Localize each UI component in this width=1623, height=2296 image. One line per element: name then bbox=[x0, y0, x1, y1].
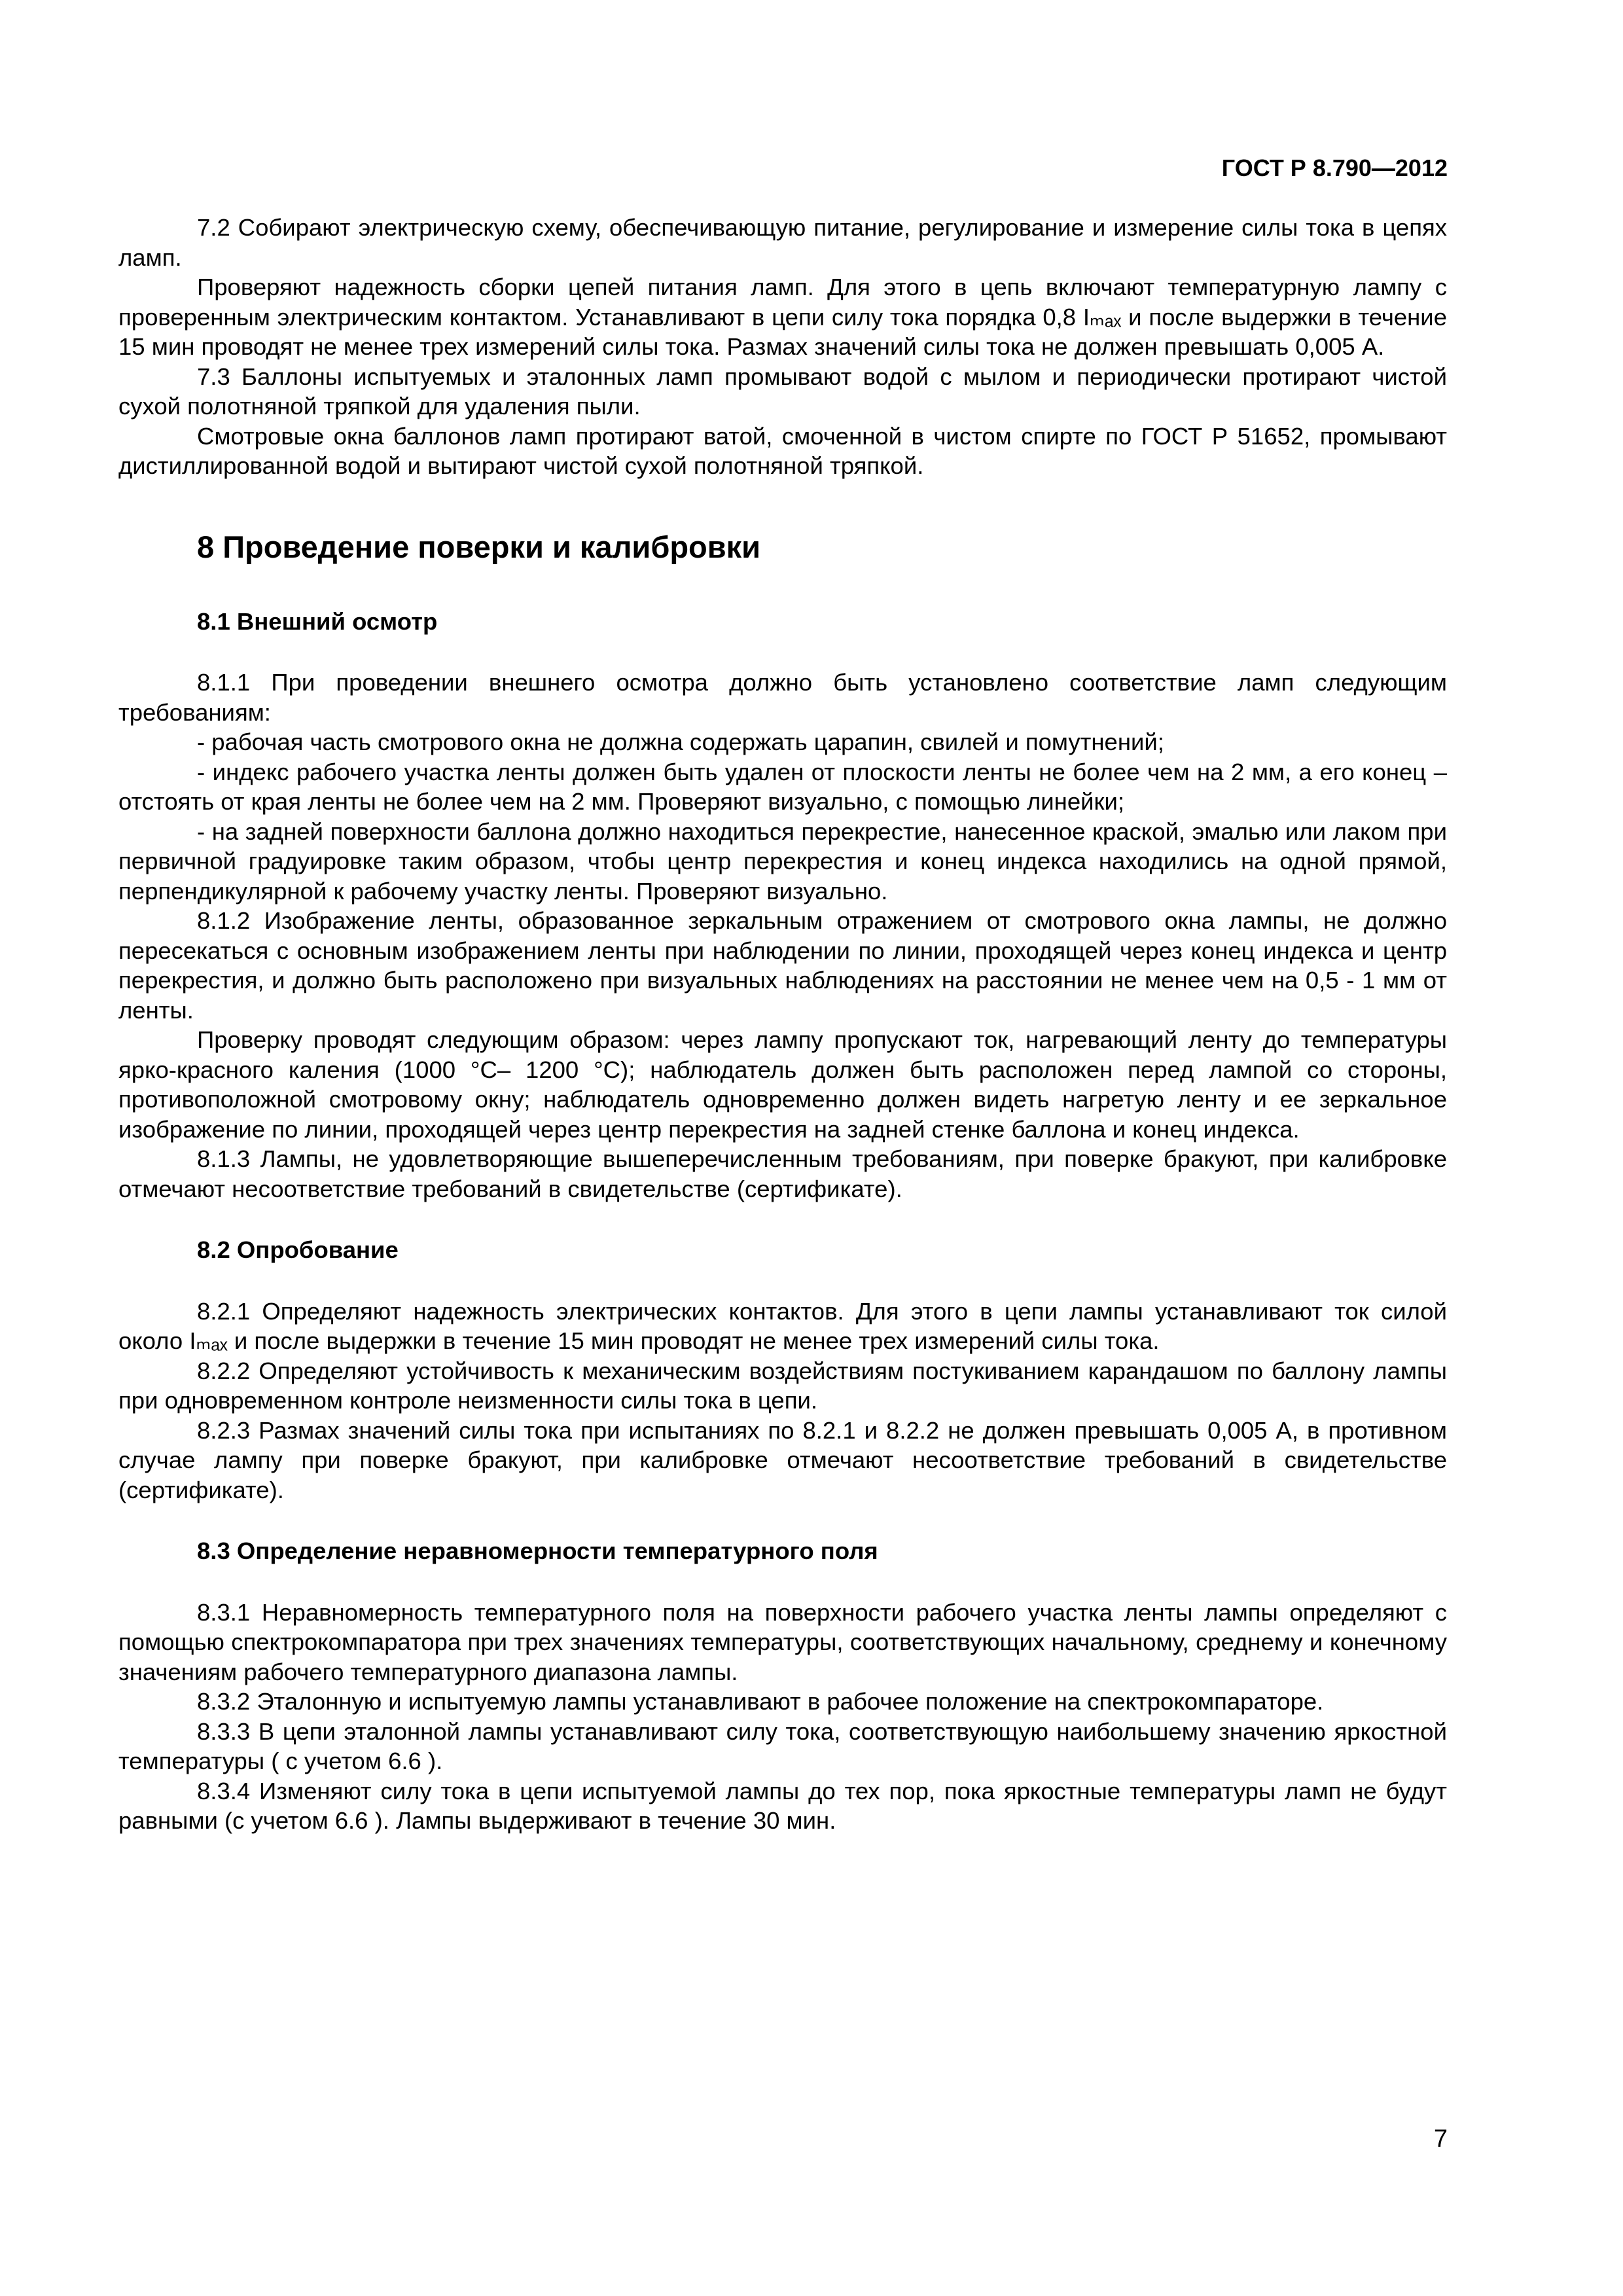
paragraph: 8.2.3 Размах значений силы тока при испытаниях по 8.2.1 и 8.2.2 не должен превышать 0,005 А, в противном случае лампу при поверке бракуют, при калибровке отмечают несоответствие требований в свидетельстве (сертификате). bbox=[118, 1416, 1447, 1503]
document-header: ГОСТ Р 8.790—2012 bbox=[1221, 154, 1448, 181]
paragraph: - индекс рабочего участка ленты должен быть удален от плоскости ленты не более чем на 2 мм, а его конец – отстоять от края ленты не более чем на 2 мм. Проверяют визуально, с помощью линейки; bbox=[118, 758, 1447, 815]
paragraph: 8.1.2 Изображение ленты, образованное зеркальным отражением от смотрового окна лампы, не должно пересекаться с основным изображением ленты при наблюдении по линии, проходящей через конец индекса и центр перекрестия, и должно быть расположено при визуальных наблюдениях на расстоянии не менее чем на 0,5 - 1 мм от ленты. bbox=[118, 907, 1447, 1024]
paragraph: 8.1.3 Лампы, не удовлетворяющие вышеперечисленным требованиям, при поверке бракуют, при калибровке отмечают несоответствие требований в свидетельстве (сертификате). bbox=[118, 1145, 1447, 1202]
paragraph: Смотровые окна баллонов ламп протирают ватой, смоченной в чистом спирте по ГОСТ Р 51652, промывают дистиллированной водой и вытирают чистой сухой полотняной тряпкой. bbox=[118, 422, 1447, 479]
paragraph: Проверяют надежность сборки цепей питания ламп. Для этого в цепь включают температурную лампу с проверенным электрическим контактом. Устанавливают в цепи силу тока порядка 0,8 Iₘₐₓ и после выдержки в течение 15 мин проводят не менее трех измерений силы тока. Размах значений силы тока не должен превышать 0,005 А. bbox=[118, 274, 1447, 360]
document-body bbox=[118, 213, 1447, 1836]
subsection-heading: 8.3 Определение неравномерности температурного поля bbox=[197, 1537, 878, 1564]
paragraph: - на задней поверхности баллона должно находиться перекрестие, нанесенное краской, эмалью или лаком при первичной градуировке таким образом, чтобы центр перекрестия и конец индекса находились на одной прямой, перпендикулярной к рабочему участку ленты. Проверяют визуально. bbox=[118, 817, 1447, 905]
paragraph: - рабочая часть смотрового окна не должна содержать царапин, свилей и помутнений; bbox=[197, 728, 1164, 755]
paragraph: 8.2.2 Определяют устойчивость к механическим воздействиям постукиванием карандашом по баллону лампы при одновременном контроле неизменности силы тока в цепи. bbox=[118, 1357, 1447, 1414]
section-heading: 8 Проведение поверки и калибровки bbox=[197, 529, 761, 564]
paragraph: 8.3.3 В цепи эталонной лампы устанавливают силу тока, соответствующую наибольшему значению яркостной температуры ( с учетом 6.6 ). bbox=[118, 1717, 1447, 1774]
subsection-heading: 8.1 Внешний осмотр bbox=[197, 607, 438, 635]
paragraph: 8.3.2 Эталонную и испытуемую лампы устанавливают в рабочее положение на спектрокомпараторе. bbox=[197, 1688, 1324, 1715]
paragraph: 8.3.1 Неравномерность температурного поля на поверхности рабочего участка ленты лампы определяют с помощью спектрокомпаратора при трех значениях температуры, соответствующих начальному, среднему и конечному значениям рабочего температурного диапазона лампы. bbox=[118, 1598, 1447, 1685]
page-number: 7 bbox=[1433, 2125, 1448, 2153]
paragraph: 8.1.1 При проведении внешнего осмотра должно быть установлено соответствие ламп следующим требованиям: bbox=[118, 669, 1447, 726]
subsection-heading: 8.2 Опробование bbox=[197, 1236, 399, 1263]
paragraph: 7.2 Собирают электрическую схему, обеспечивающую питание, регулирование и измерение силы тока в цепях ламп. bbox=[118, 214, 1447, 271]
paragraph: 8.2.1 Определяют надежность электрических контактов. Для этого в цепи лампы устанавливают ток силой около Iₘₐₓ и после выдержки в течение 15 мин проводят не менее трех измерений силы тока. bbox=[118, 1297, 1447, 1354]
paragraph: 7.3 Баллоны испытуемых и эталонных ламп промывают водой с мылом и периодически протирают чистой сухой полотняной тряпкой для удаления пыли. bbox=[118, 363, 1447, 420]
paragraph: Проверку проводят следующим образом: через лампу пропускают ток, нагревающий ленту до температуры ярко-красного каления (1000 °С– 1200 °С); наблюдатель должен быть расположен перед лампой со стороны, противоположной смотровому окну; наблюдатель одновременно должен видеть нагретую ленту и ее зеркальное изображение по линии, проходящей через центр перекрестия на задней стенке баллона и конец индекса. bbox=[118, 1026, 1447, 1143]
paragraph: 8.3.4 Изменяют силу тока в цепи испытуемой лампы до тех пор, пока яркостные температуры ламп не будут равными (с учетом 6.6 ). Лампы выдерживают в течение 30 мин. bbox=[118, 1777, 1447, 1834]
